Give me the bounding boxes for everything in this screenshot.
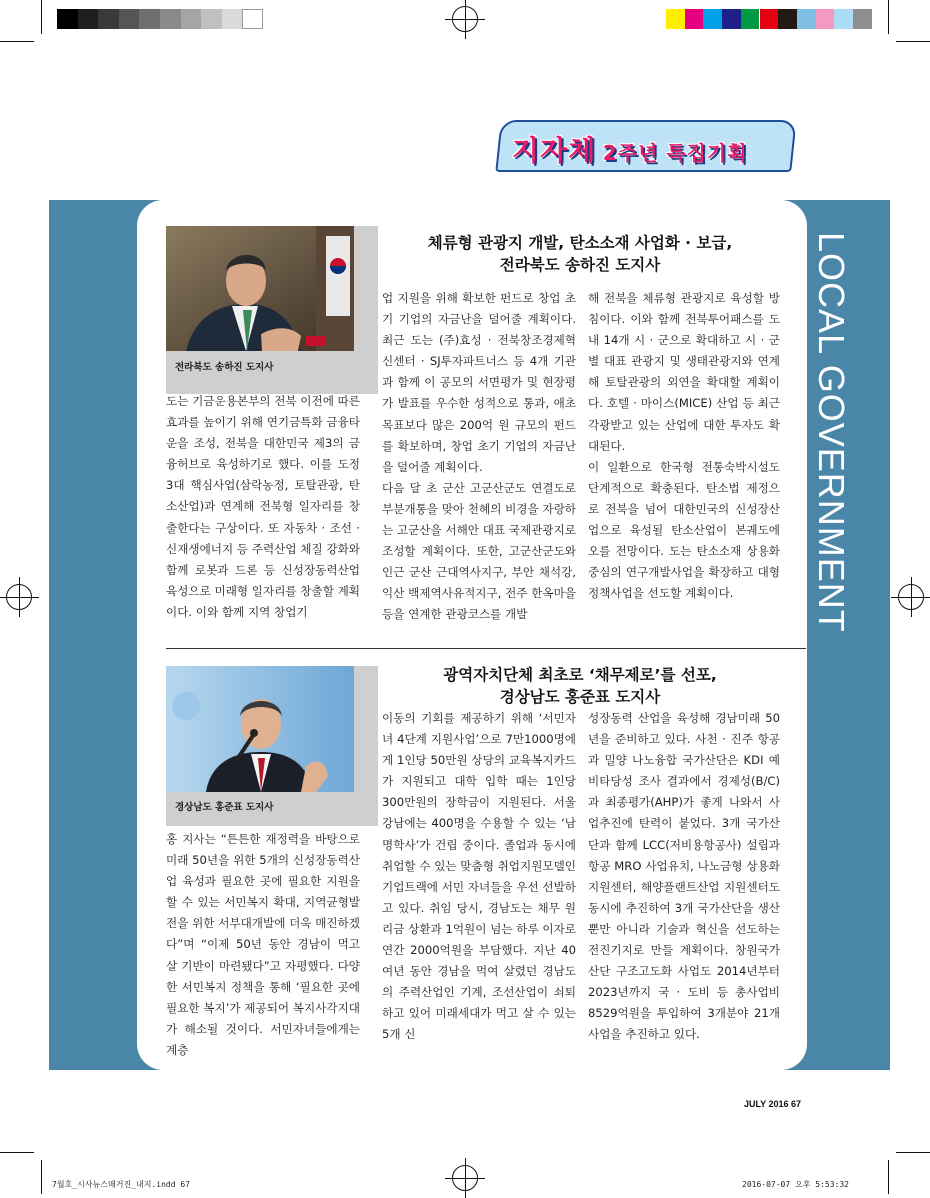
color-swatch: [760, 9, 779, 29]
crop-mark: [0, 1152, 34, 1153]
article2-headline-line1: 광역자치단체 최초로 ‘채무제로’를 선포,: [443, 666, 717, 684]
article1-headline-line2: 전라북도 송하진 도지사: [499, 256, 661, 274]
gray-swatch: [181, 9, 202, 29]
section-title: [810, 232, 856, 633]
color-swatch: [741, 9, 760, 29]
crop-mark: [896, 41, 930, 42]
photo-song-hajin: [166, 226, 354, 351]
article1-paragraph: 도는 기금운용본부의 전북 이전에 따른 효과를 높이기 위해 연기금특화 금융타운을 조성, 전북을 대한민국 제3의 금융허브로 육성하기로 했다. 이를 도정 3대 핵심사업(삼락농정, 토탈관광, 탄소산업)과 연계해 전북형 일자리를 창출한다는 구상이다. 또 자동차 · 조선 · 신재생에너지 등 주력산업 체질 강화와 함께 로봇과 드론 등 신성장동력산업 육성으로 미래형 일자리를 창출할 계획이다. 이와 함께 지역 창업기: [166, 394, 360, 619]
article1-paragraph: 업 지원을 위해 확보한 펀드로 창업 초기 기업의 자금난을 덜어줄 계획이다. 최근 도는 (주)효성 · 전북창조경제혁신센터 · SJ투자파트너스 등 4개 기관과 함께 이 공모의 서면평가 및 현장평가 발표를 우수한 성적으로 통과, 애초 목표보다 많은 200억 원 규모의 펀드를 확보하며, 창업 초기 기업의 자금난을 덜어줄 계획이다.: [382, 291, 576, 474]
article1-column-3: [588, 288, 780, 604]
article-divider: [166, 648, 806, 649]
banner-title: [512, 129, 748, 169]
photo-caption: 전라북도 송하진 도지사: [175, 362, 274, 373]
article1-headline: [380, 232, 780, 276]
article2-column-1: [166, 829, 360, 1061]
article2-headline: [380, 664, 780, 708]
color-swatch: [703, 9, 722, 29]
article2-paragraph: 성장동력 산업을 육성해 경남미래 50년을 준비하고 있다. 사천 · 진주 항공과 밀양 나노융합 국가산단은 KDI 예비타당성 조사 결과에서 경제성(B/C)과 최종평가(AHP)가 좋게 나와서 사업추진에 탄력이 붙었다. 3개 국가산단과 함께 LCC(저비용항공사) 설립과 항공 MRO 사업유치, 나노금형 상용화지원센터, 해양플랜트산업 지원센터도 동시에 추진하여 3개 국가산단을 생산뿐만 아니라 기술과 혁신을 선도하는 전진기지로 만들 계획이다. 창원국가산단 구조고도화 사업도 2014년부터 2023년까지 국 · 도비 등 총사업비 8529억원을 투입하여 3개분야 21개사업을 추진하고 있다.: [588, 711, 780, 1042]
article2-column-2: [382, 708, 576, 1046]
gray-swatch: [201, 9, 222, 29]
color-swatch: [666, 9, 685, 29]
color-swatch: [778, 9, 797, 29]
photo-hong-junpyo: [166, 666, 354, 792]
article1-column-1: [166, 391, 360, 623]
crop-mark: [888, 1160, 889, 1194]
gray-swatch: [139, 9, 160, 29]
section-title-text: LOCAL GOVERNMENT: [811, 232, 852, 633]
timestamp-slug: 2016-07-07 오후 5:53:32: [742, 1180, 849, 1189]
file-slug: 7월호_시사뉴스매거진_내지.indd 67: [52, 1180, 190, 1189]
gray-swatch: [160, 9, 181, 29]
article1-column-2: [382, 288, 576, 626]
crop-mark: [0, 41, 34, 42]
article1-paragraph: 이 일환으로 한국형 전통숙박시설도 단계적으로 확충된다. 탄소법 제정으로 전북을 넘어 대한민국의 신성장산업으로 육성될 탄소산업이 본궤도에 오를 전망이다. 도는 탄소소재 상용화 중심의 연구개발사업을 확장하고 대형 정책사업을 선도할 계획이다.: [588, 459, 780, 601]
registration-mark: [6, 584, 32, 610]
gray-swatch: [222, 9, 243, 29]
article2-paragraph: 홍 지사는 “튼튼한 재정력을 바탕으로 미래 50년을 위한 5개의 신성장동력산업 육성과 필요한 곳에 필요한 지원을 할 수 있는 서민복지 확대, 지역균형발전을 위한 서부대개발에 더욱 매진하겠다”며 “이제 50년 동안 경남이 먹고 살 기반이 마련됐다”고 자평했다. 다양한 서민복지 정책을 통해 ‘필요한 곳에 필요한 복지’가 제공되어 복지사각지대가 해소될 것이다. 서민자녀들에게는 계층: [166, 832, 360, 1057]
article1-paragraph: 해 전북을 체류형 관광지로 육성할 방침이다. 이와 함께 전북투어패스를 도내 14개 시 · 군으로 확대하고 시 · 군별 대표 관광지 및 생태관광지와 연계해 토탈관광의 외연을 확대할 계획이다. 호텔 · 마이스(MICE) 산업 등 최근 각광받고 있는 산업에 대한 투자도 확대된다.: [588, 291, 780, 453]
color-swatch: [722, 9, 741, 29]
article1-headline-line1: 체류형 관광지 개발, 탄소소재 사업화 · 보급,: [427, 234, 733, 252]
crop-mark: [888, 0, 889, 34]
crop-mark: [41, 0, 42, 34]
crop-mark: [896, 1152, 930, 1153]
color-swatch: [834, 9, 853, 29]
feature-banner: [498, 120, 798, 174]
gray-swatch: [242, 9, 263, 29]
gray-swatch: [119, 9, 140, 29]
article2-column-3: [588, 708, 780, 1046]
color-swatch: [816, 9, 835, 29]
photo-caption: 경상남도 홍준표 도지사: [175, 802, 274, 813]
banner-sub-text: 2주년 특집기획: [602, 141, 748, 165]
article1-paragraph: 다음 달 초 군산 고군산군도 연결도로 부분개통을 맞아 천혜의 비경을 자랑하는 고군산을 서해안 대표 국제관광지로 조성할 계획이다. 또한, 고군산군도와 인근 군산 근대역사지구, 부안 채석강, 익산 백제역사유적지구, 전주 한옥마을 등을 연계한 관광코스를 개발: [382, 480, 576, 622]
gray-swatch: [57, 9, 78, 29]
gray-swatch: [78, 9, 99, 29]
color-swatch: [853, 9, 872, 29]
article2-headline-line2: 경상남도 홍준표 도지사: [499, 688, 661, 706]
portrait-image: [166, 226, 354, 351]
registration-mark: [452, 1165, 478, 1191]
color-swatch: [797, 9, 816, 29]
crop-mark: [41, 1160, 42, 1194]
article2-paragraph: 이동의 기회를 제공하기 위해 ‘서민자녀 4단계 지원사업’으로 7만1000명에게 1인당 50만원 상당의 교육복지카드가 지원되고 대학 입학 때는 1인당 300만원의 장학금이 지원된다. 서울 강남에는 400명을 수용할 수 있는 ‘남명학사’가 건립 중이다. 졸업과 동시에 취업할 수 있는 맞춤형 취업지원모델인 기업트랙에 서민 자녀들을 우선 선발하고 있다. 취임 당시, 경남도는 채무 원리금 상환과 1억원이 넘는 하루 이자로 연간 2000억원을 부담했다. 지난 40여년 동안 경남을 먹여 살렸던 경남도의 주력산업인 기계, 조선산업이 쇠퇴하고 있어 미래세대가 먹고 살 수 있는 5개 신: [382, 711, 576, 1042]
gray-swatch: [98, 9, 119, 29]
registration-mark: [452, 6, 478, 32]
color-swatch: [685, 9, 704, 29]
page-folio: JULY 2016 67: [744, 1099, 802, 1109]
portrait-image: [166, 666, 354, 792]
registration-mark: [898, 584, 924, 610]
banner-main-text: 지자체: [512, 134, 597, 167]
